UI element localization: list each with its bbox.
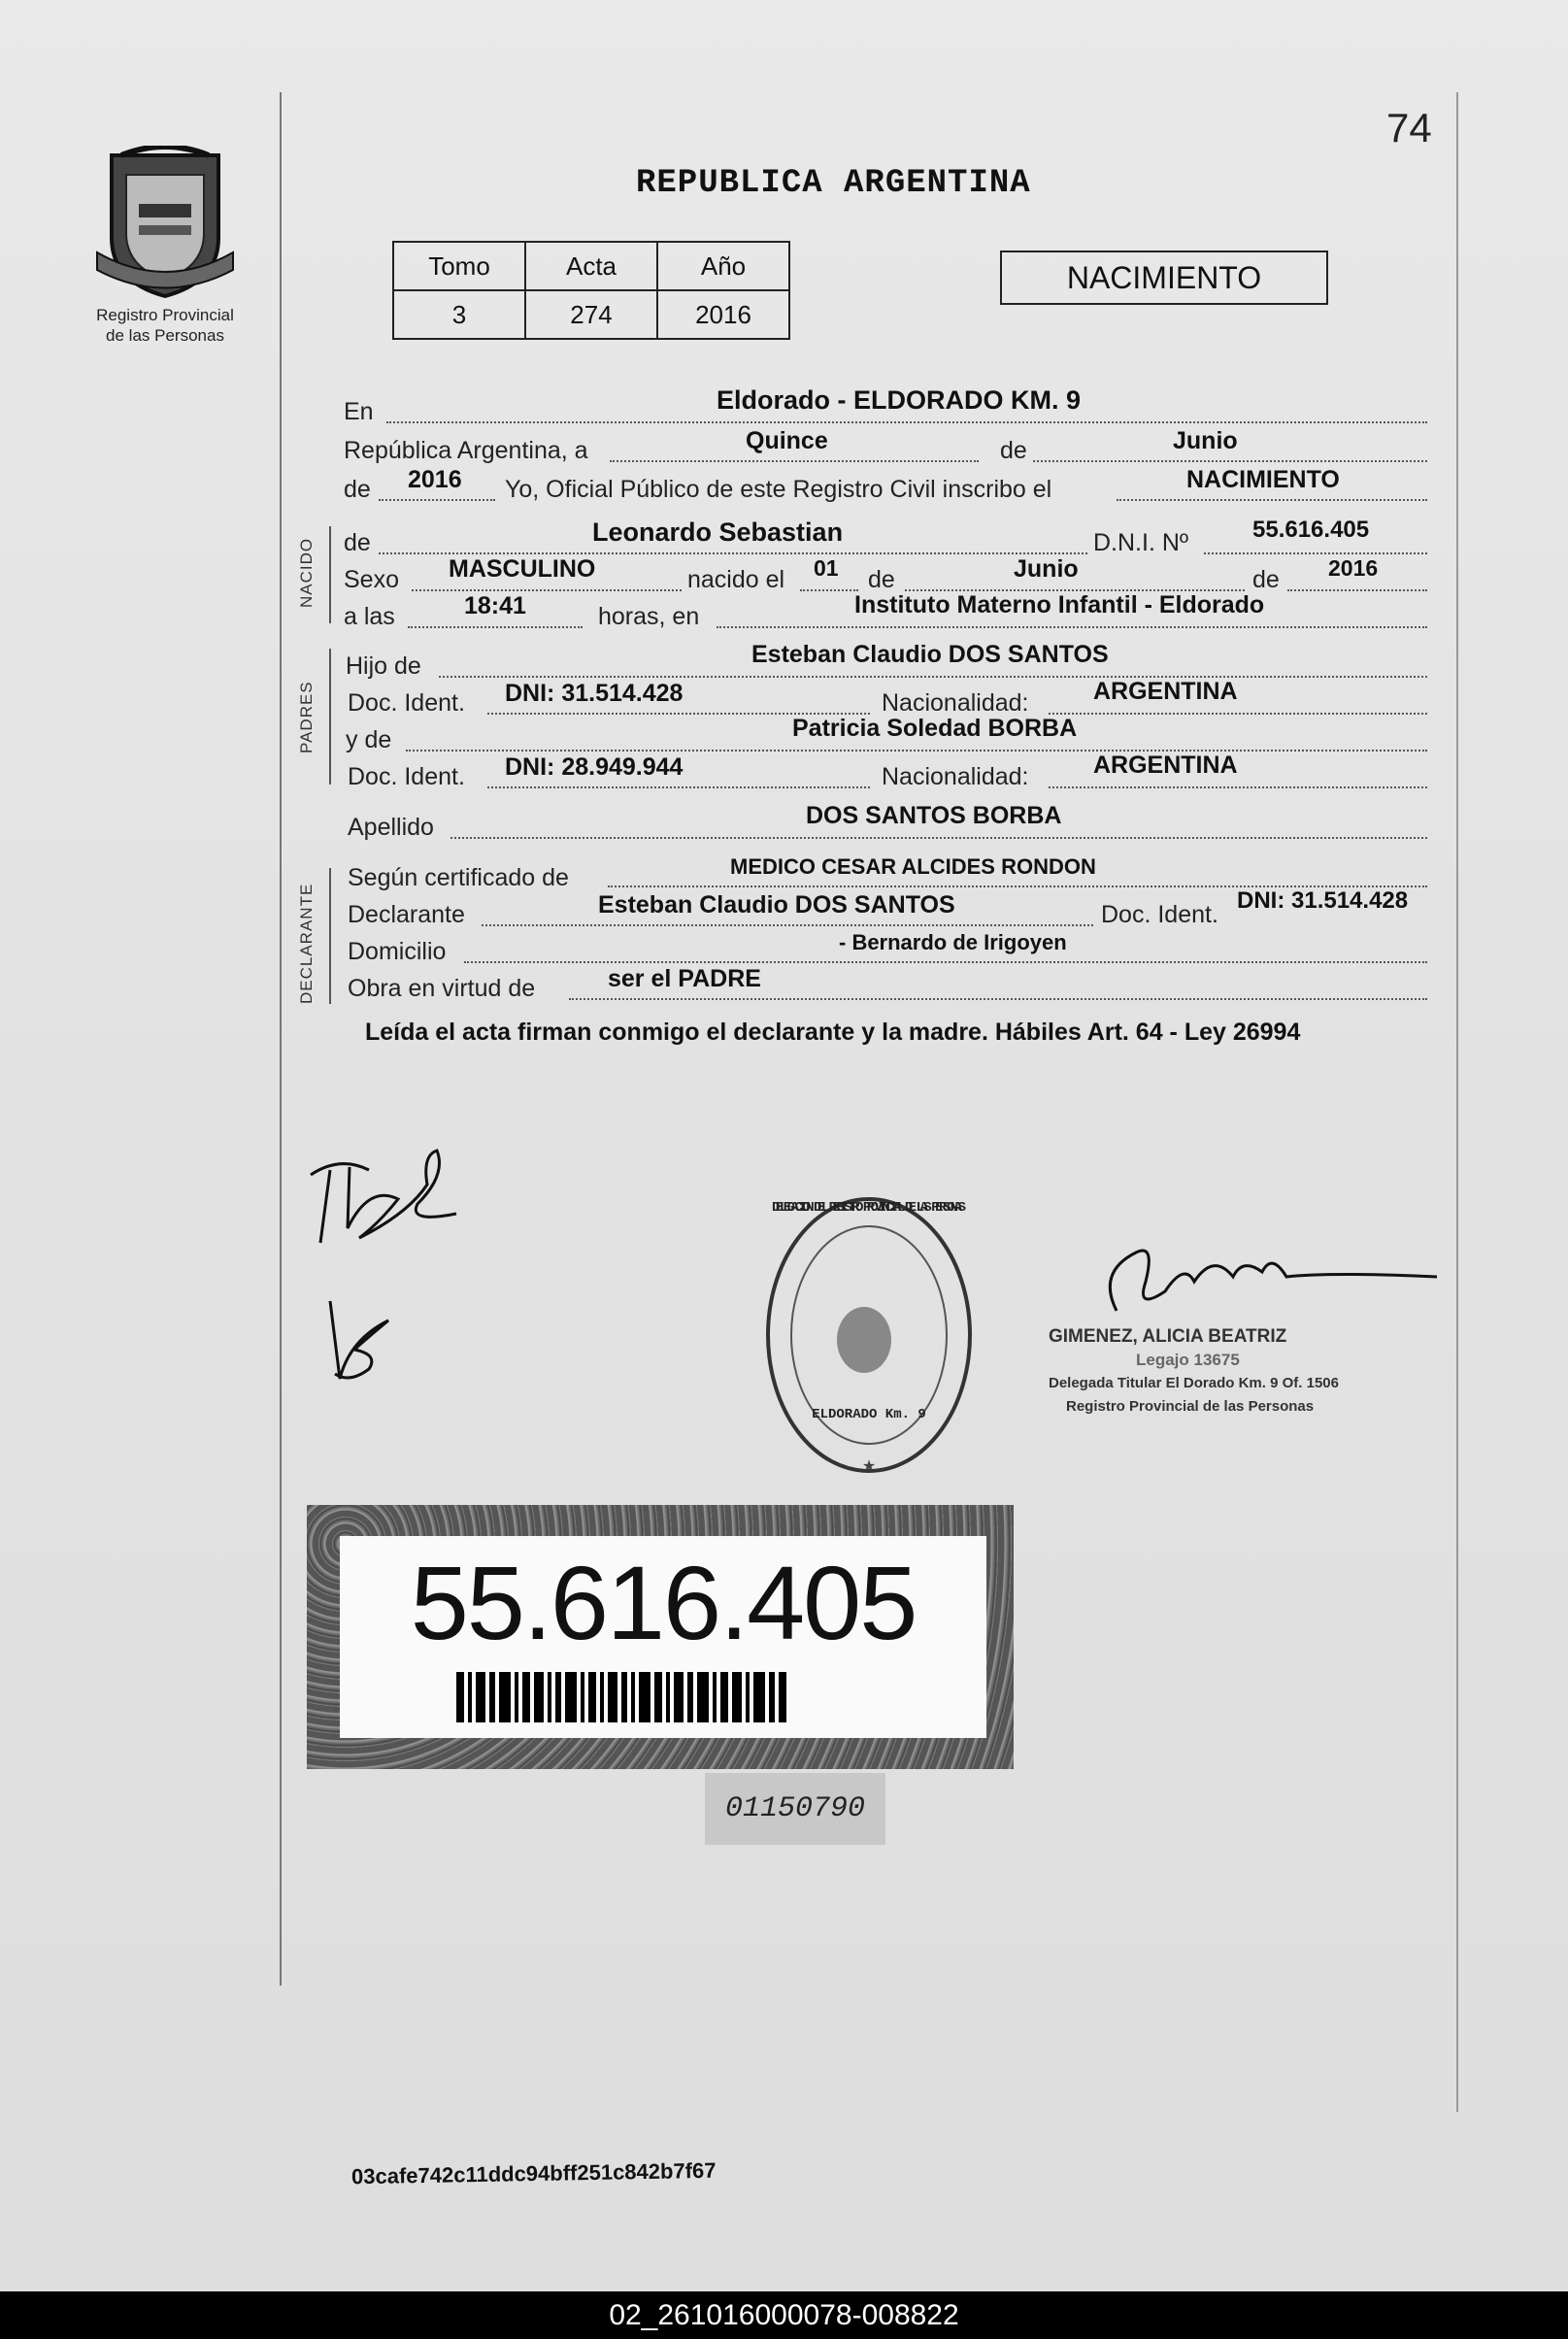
segun-label: Según certificado de: [348, 864, 569, 891]
official-role: Delegada Titular El Dorado Km. 9 Of. 1506: [1049, 1375, 1339, 1391]
day-value: Quince: [746, 427, 828, 454]
declarante-bracket: [329, 868, 331, 1004]
declarante-label: Declarante: [348, 901, 465, 928]
declarant-signature: [301, 1146, 466, 1262]
dotted-line: [1287, 589, 1427, 591]
yde-label: y de: [346, 726, 392, 753]
official-name: GIMENEZ, ALICIA BEATRIZ: [1049, 1326, 1287, 1347]
svg-text:★: ★: [861, 1458, 877, 1475]
obra-value: ser el PADRE: [608, 965, 761, 992]
stamp-inner-text: ELDORADO Km. 9: [812, 1407, 926, 1422]
dni-value: 55.616.405: [1252, 517, 1370, 543]
month-value: Junio: [1173, 427, 1238, 454]
dotted-line: [439, 676, 1427, 678]
dotted-line: [1049, 713, 1427, 715]
dotted-line: [1117, 499, 1427, 501]
country-title: REPUBLICA ARGENTINA: [636, 165, 1031, 202]
birth-year: 2016: [1328, 555, 1379, 581]
doc3-label: Doc. Ident.: [1101, 901, 1218, 928]
header-acta: Acta: [525, 242, 657, 290]
father-nat: ARGENTINA: [1093, 678, 1238, 705]
doc1-label: Doc. Ident.: [348, 689, 465, 717]
logo-caption: [68, 305, 262, 346]
page-number: 74: [1386, 105, 1432, 150]
dotted-line: [1049, 786, 1427, 788]
inscribo-value: NACIMIENTO: [1186, 466, 1340, 493]
obra-label: Obra en virtud de: [348, 975, 536, 1002]
dotted-line: [379, 499, 495, 501]
declarante-value: Esteban Claudio DOS SANTOS: [598, 891, 955, 919]
dotted-line: [412, 589, 682, 591]
nacido-bracket: [329, 526, 331, 623]
value-ano: 2016: [657, 290, 789, 339]
de2-label: de: [344, 476, 371, 503]
de-label: de: [1000, 437, 1027, 464]
segun-value: MEDICO CESAR ALCIDES RONDON: [730, 854, 1096, 879]
closing-note: Leída el acta firman conmigo el declarante y la madre. Hábiles Art. 64 - Ley 26994: [365, 1019, 1301, 1046]
header-ano: Año: [657, 242, 789, 290]
place-value: Instituto Materno Infantil - Eldorado: [854, 591, 1265, 618]
domicilio-value: - Bernardo de Irigoyen: [839, 930, 1067, 954]
a-las-label: a las: [344, 603, 395, 630]
padres-side-label: PADRES: [297, 681, 316, 753]
dotted-line: [1204, 552, 1427, 554]
nac1-label: Nacionalidad:: [882, 689, 1029, 717]
hour-value: 18:41: [464, 592, 526, 619]
dotted-line: [1033, 460, 1427, 462]
declarante-side-label: DECLARANTE: [297, 883, 316, 1004]
dotted-line: [464, 961, 1427, 963]
header-tomo: Tomo: [393, 242, 525, 290]
right-margin-line: [1456, 92, 1458, 2112]
father-doc: DNI: 31.514.428: [505, 680, 684, 707]
dni-label: D.N.I. Nº: [1093, 529, 1189, 556]
birth-month: Junio: [1014, 555, 1079, 583]
dotted-line: [487, 786, 870, 788]
mother-value: Patricia Soledad BORBA: [792, 715, 1078, 742]
en-value: Eldorado - ELDORADO KM. 9: [717, 385, 1082, 415]
nacido-side-label: NACIDO: [297, 537, 316, 608]
apellido-value: DOS SANTOS BORBA: [806, 802, 1062, 829]
padres-bracket: [329, 649, 331, 785]
en-label: En: [344, 398, 374, 425]
hijo-label: Hijo de: [346, 652, 421, 680]
name-label: de: [344, 529, 371, 556]
year-value: 2016: [408, 466, 462, 493]
doc2-label: Doc. Ident.: [348, 763, 465, 790]
nac2-label: Nacionalidad:: [882, 763, 1029, 790]
dotted-line: [408, 626, 583, 628]
barcode-bars: [456, 1672, 874, 1722]
dotted-line: [406, 750, 1427, 752]
apellido-label: Apellido: [348, 814, 434, 841]
logo-caption-line1: Registro Provincial: [96, 306, 234, 324]
nacido-el-label: nacido el: [687, 566, 785, 593]
horas-label: horas, en: [598, 603, 700, 630]
domicilio-label: Domicilio: [348, 938, 447, 965]
barcode-number: 55.616.405: [410, 1544, 917, 1661]
official-signature-block: [1049, 1325, 1339, 1419]
name-value: Leonardo Sebastian: [592, 518, 844, 547]
official-org: Registro Provincial de las Personas: [1066, 1398, 1315, 1415]
dotted-line: [569, 998, 1427, 1000]
dotted-line: [800, 589, 858, 591]
official-signature: [1078, 1233, 1447, 1330]
mother-nat: ARGENTINA: [1093, 752, 1238, 779]
republica-label: República Argentina, a: [344, 437, 588, 464]
registry-stamp: [752, 1180, 985, 1490]
dotted-line: [482, 924, 1093, 926]
declarante-doc: DNI: 31.514.428: [1237, 887, 1409, 914]
value-tomo: 3: [393, 290, 525, 339]
dotted-line: [610, 460, 979, 462]
mother-signature: [320, 1291, 408, 1388]
misiones-seal-logo: [92, 146, 238, 301]
barcode-label: [307, 1505, 1014, 1769]
de4-label: de: [1252, 566, 1280, 593]
left-margin-line: [280, 92, 282, 1986]
serial-number: 01150790: [705, 1773, 885, 1845]
dotted-line: [450, 837, 1427, 839]
birth-day: 01: [814, 555, 839, 581]
official-legajo: Legajo 13675: [1136, 1351, 1240, 1369]
barcode-panel: [340, 1536, 986, 1738]
sexo-label: Sexo: [344, 566, 399, 593]
dotted-line: [379, 552, 1087, 554]
sexo-value: MASCULINO: [449, 555, 596, 583]
dotted-line: [386, 421, 1427, 423]
dotted-line: [717, 626, 1427, 628]
logo-caption-line2: de las Personas: [106, 326, 224, 345]
mother-doc: DNI: 28.949.944: [505, 753, 684, 781]
de3-label: de: [868, 566, 895, 593]
registry-table: [392, 241, 790, 340]
yo-text: Yo, Oficial Público de este Registro Civil inscribo el: [505, 476, 1052, 503]
act-type-box: NACIMIENTO: [1000, 251, 1328, 305]
father-value: Esteban Claudio DOS SANTOS: [751, 641, 1109, 668]
value-acta: 274: [525, 290, 657, 339]
footer-id: 02_261016000078-008822: [0, 2291, 1568, 2339]
stamp-outer-text: DELEGACION DEL REGISTRO PROVINCIAL DE LAS PERSONAS: [771, 1200, 967, 1216]
document-hash: 03cafe742c11ddc94bff251c842b7f67: [350, 2157, 717, 2189]
